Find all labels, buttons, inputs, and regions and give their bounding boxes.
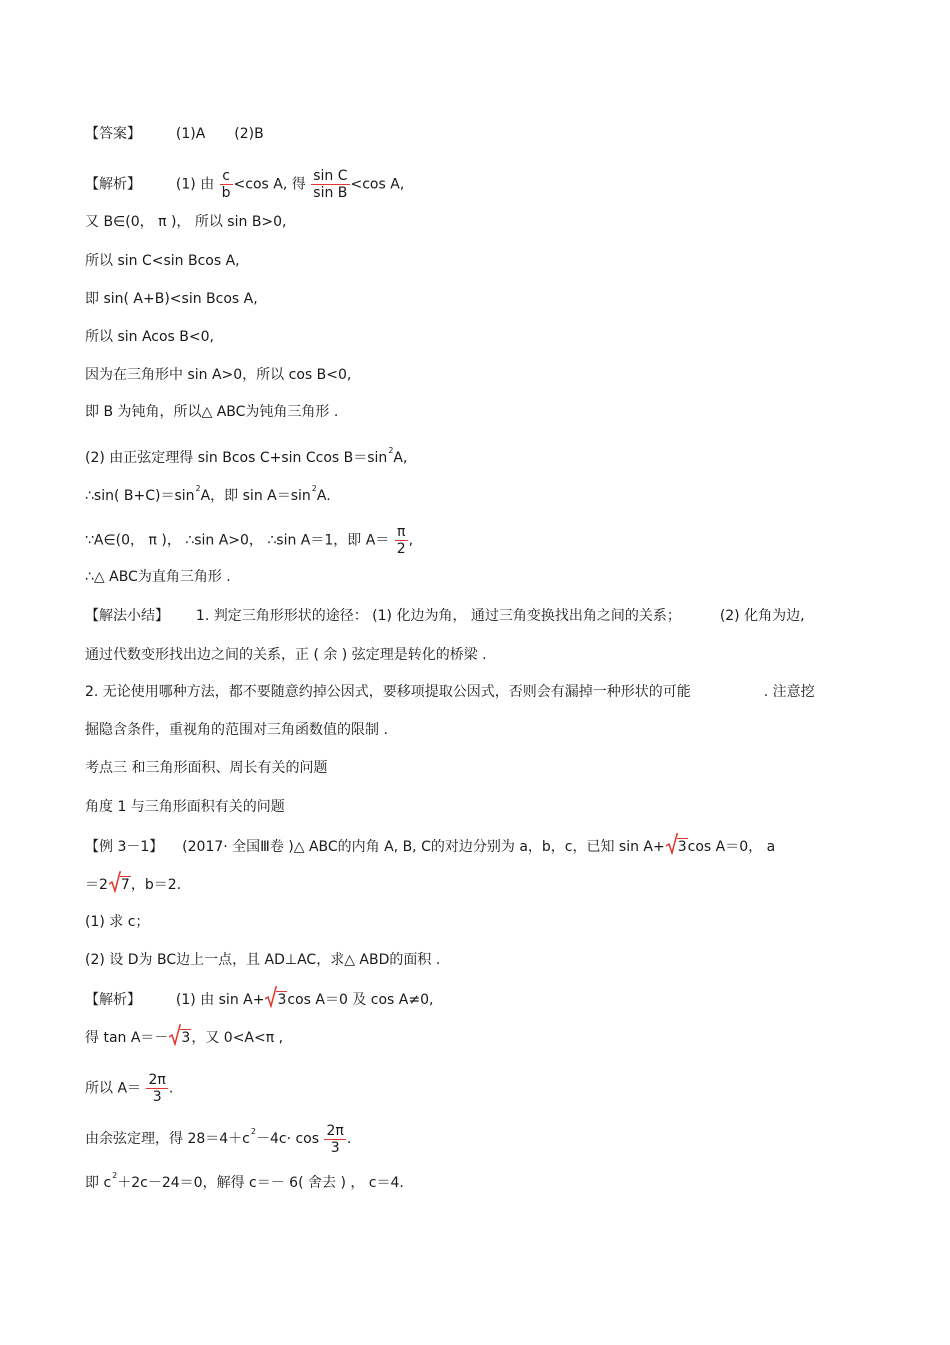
- summary-text: 1. 判定三角形形状的途径： (1) 化边为角， 通过三角变换找出角之间的关系；: [195, 608, 681, 624]
- example-text: ＝2: [85, 877, 108, 893]
- summary-line3: [85, 682, 815, 702]
- radicand: 3: [181, 1030, 191, 1046]
- analysis1-line5: 所以 sin Acos B<0,: [85, 329, 214, 345]
- summary-text: (2) 化角为边,: [719, 608, 805, 624]
- answer-part2: (2)B: [234, 126, 264, 142]
- fraction-2pi-over-3: [146, 1072, 167, 1105]
- sqrt-3: [169, 1028, 191, 1048]
- analysis1-text: <cos A, 得: [233, 176, 306, 193]
- example-text: cos A＝0， a: [687, 839, 776, 855]
- analysis1-label: 【解析】: [85, 176, 141, 193]
- fraction-2pi-over-3: [324, 1123, 345, 1156]
- fraction-numerator: 2π: [148, 1072, 166, 1088]
- sqrt-7: [109, 875, 131, 895]
- analysis1-line10: [85, 524, 413, 557]
- example-line1: [85, 837, 775, 857]
- analysis1-text: ,: [408, 532, 414, 549]
- analysis1-line11: ∴△ ABC为直角三角形 .: [85, 569, 231, 585]
- fraction-denominator: 2: [396, 541, 406, 557]
- analysis2-text: 所以 A＝: [85, 1080, 142, 1097]
- radical-sign-icon: [169, 1024, 181, 1046]
- analysis2-text: 由余弦定理，得 28＝4＋c: [85, 1131, 250, 1147]
- analysis1-text: (2) 由正弦定理得 sin Bcos C+sin Ccos B＝sin: [85, 450, 388, 466]
- analysis1-text: A，即 sin A＝sin: [200, 488, 311, 504]
- example-label: 【例 3－1】: [85, 839, 164, 855]
- superscript: 2: [311, 484, 317, 493]
- analysis1-text: <cos A,: [350, 176, 405, 193]
- summary-text: 2. 无论使用哪种方法，都不要随意约掉公因式，要移项提取公因式，否则会有漏掉一种形状的可能: [85, 684, 691, 700]
- superscript: 2: [112, 1171, 118, 1180]
- analysis1-line2: 又 B∈(0， π )， 所以 sin B>0,: [85, 214, 287, 230]
- analysis2-label: 【解析】: [85, 992, 141, 1008]
- analysis1-text: (1) 由: [175, 176, 215, 193]
- analysis1-line4: 即 sin( A+B)<sin Bcos A,: [85, 291, 258, 307]
- analysis1-line9: [85, 479, 331, 506]
- example-text: (2017· 全国Ⅲ卷 )△ ABC的内角 A, B, C的对边分别为 a，b，c，已知 sin A+: [182, 839, 665, 855]
- fraction-numerator: c: [222, 168, 230, 184]
- analysis2-text: 即 c: [85, 1175, 112, 1191]
- analysis2-text: －4c· cos: [255, 1131, 320, 1147]
- radicand: 3: [277, 992, 287, 1008]
- analysis2-line2: [85, 1028, 283, 1048]
- superscript: 2: [388, 446, 394, 455]
- analysis2-text: ，又 0<A<π ,: [191, 1030, 284, 1046]
- example-text: ，b＝2.: [130, 877, 182, 893]
- radical-sign-icon: [666, 833, 678, 855]
- summary-text: . 注意挖: [763, 684, 815, 700]
- analysis1-line8: [85, 441, 407, 468]
- example-question1: (1) 求 c；: [85, 914, 150, 930]
- answer-line: [85, 124, 264, 144]
- analysis1-line1: [85, 168, 404, 201]
- section-angle: 角度 1 与三角形面积有关的问题: [85, 799, 285, 815]
- summary-line2: 通过代数变形找出边之间的关系，正 ( 余 ) 弦定理是转化的桥梁 .: [85, 647, 487, 663]
- fraction-numerator: 2π: [326, 1122, 344, 1139]
- analysis1-text: A.: [316, 488, 331, 504]
- analysis1-text: ∵A∈(0， π )， ∴sin A>0， ∴sin A＝1，即 A＝: [85, 532, 390, 549]
- analysis2-text: 得 tan A＝－: [85, 1030, 169, 1046]
- sqrt-3: [666, 837, 688, 857]
- fraction-c-over-b: [220, 168, 233, 201]
- example-question2: (2) 设 D为 BC边上一点，且 AD⊥AC，求△ ABD的面积 .: [85, 952, 441, 968]
- analysis2-line1: [85, 990, 433, 1010]
- radicand: 3: [677, 839, 687, 855]
- fraction-denominator: 3: [324, 1139, 345, 1156]
- summary-line4: 掘隐含条件，重视角的范围对三角函数值的限制 .: [85, 722, 388, 738]
- analysis1-line6: 因为在三角形中 sin A>0，所以 cos B<0,: [85, 367, 352, 383]
- radical-sign-icon: [265, 986, 277, 1008]
- analysis2-line3: [85, 1072, 173, 1105]
- analysis1-text: A,: [393, 450, 408, 466]
- analysis2-text: .: [346, 1131, 352, 1147]
- superscript: 2: [250, 1127, 256, 1136]
- radicand: 7: [120, 877, 130, 893]
- fraction-sinc-over-sinb: [311, 168, 349, 201]
- analysis2-line5: [85, 1166, 404, 1193]
- answer-label: 【答案】: [85, 126, 141, 142]
- answer-part1: (1)A: [175, 126, 206, 142]
- analysis2-line4: [85, 1122, 351, 1156]
- fraction-numerator: sin C: [313, 168, 348, 184]
- superscript: 2: [195, 484, 201, 493]
- analysis2-text: ＋2c－24＝0，解得 c＝－ 6( 舍去 ) ， c＝4.: [117, 1175, 404, 1191]
- analysis1-line7: 即 B 为钝角，所以△ ABC为钝角三角形 .: [85, 404, 339, 420]
- analysis2-text: cos A＝0 及 cos A≠0,: [287, 992, 434, 1008]
- fraction-denominator: sin B: [311, 184, 349, 201]
- radical-sign-icon: [109, 871, 121, 893]
- fraction-denominator: 3: [146, 1088, 167, 1105]
- sqrt-3: [265, 990, 287, 1010]
- fraction-denominator: b: [221, 185, 231, 201]
- analysis2-text: .: [168, 1080, 174, 1097]
- section-title: 考点三 和三角形面积、周长有关的问题: [85, 760, 328, 776]
- analysis2-text: (1) 由 sin A+: [175, 992, 265, 1008]
- fraction-pi-over-2: [395, 524, 408, 557]
- fraction-numerator: π: [396, 524, 406, 540]
- summary-line1: [85, 606, 805, 626]
- analysis1-line3: 所以 sin C<sin Bcos A,: [85, 253, 240, 269]
- example-line2: [85, 875, 181, 895]
- analysis1-text: ∴sin( B+C)＝sin: [85, 488, 195, 504]
- summary-label: 【解法小结】: [85, 608, 169, 624]
